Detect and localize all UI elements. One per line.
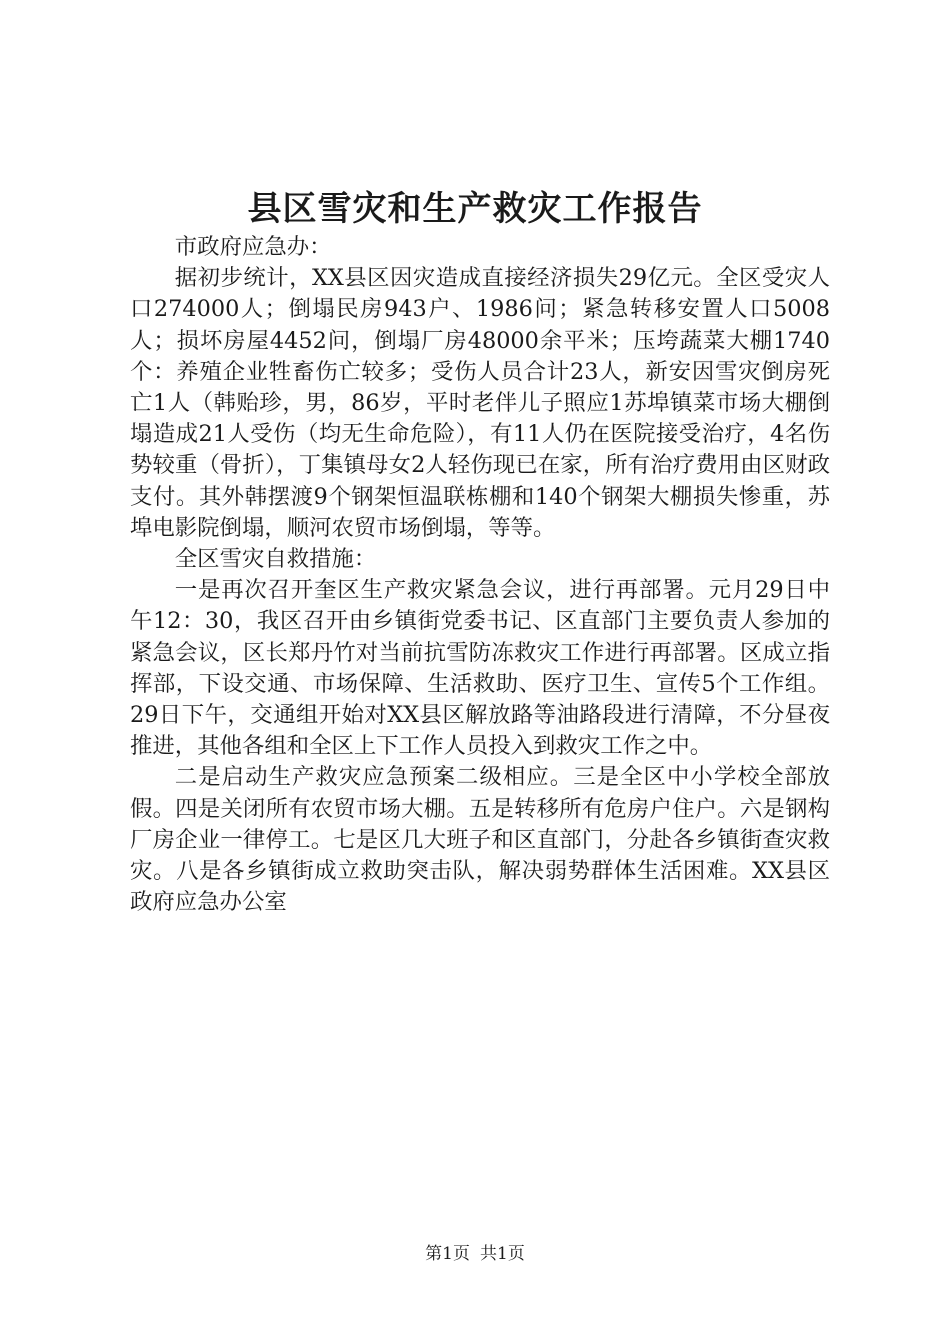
measures-list-paragraph: 二是启动生产救灾应急预案二级相应。三是全区中小学校全部放假。四是关闭所有农贸市场大棚。五是转移所有危房户住户。六是钢构厂房企业一律停工。七是区几大班子和区直部门，分赴各乡镇街查灾救灾。八是各乡镇街成立救助突击队，解决弱势群体生活困难。XX县区政府应急办公室	[130, 764, 830, 916]
salutation-paragraph: 市政府应急办：	[174, 234, 332, 260]
measures-heading-paragraph: 全区雪灾自救措施：	[174, 546, 377, 573]
measure-one-paragraph: 一是再次召开奎区生产救灾紧急会议，进行再部署。元月29日中午12：30，我区召开由乡镇街党委书记、区直部门主要负责人参加的紧急会议，区长郑丹竹对当前抗雪防冻救灾工作进行再部署。区成立指挥部，下设交通、市场保障、生活救助、医疗卫生、宣传5个工作组。29日下午，交通组开始对XX县区解放路等油路段进行清障，不分昼夜推进，其他各组和全区上下工作人员投入到救灾工作之中。	[130, 577, 830, 760]
document-title: 县区雪灾和生产救灾工作报告	[247, 189, 703, 229]
page-number: 第1页	[425, 1244, 470, 1264]
page-footer	[0, 1242, 950, 1266]
document-body	[130, 232, 830, 918]
loss-statistics-paragraph: 据初步统计，XX县区因灾造成直接经济损失29亿元。全区受灾人口274000人；倒塌民房943户、1986问；紧急转移安置人口5008人；损坏房屋4452问，倒塌厂房48000余平米；压垮蔬菜大棚1740个：养殖企业牲畜伤亡较多；受伤人员合计23人，新安因雪灾倒房死亡1人（韩贻珍，男，86岁，平时老伴儿子照应1苏埠镇菜市场大棚倒塌造成21人受伤（均无生命危险），有11人仍在医院接受治疗，4名伤势较重（骨折），丁集镇母女2人轻伤现已在家，所有治疗费用由区财政支付。其外韩摆渡9个钢架恒温联栋棚和140个钢架大棚损失惨重，苏埠电影院倒塌，顺河农贸市场倒塌，等等。	[130, 265, 830, 541]
page-total: 共1页	[480, 1244, 525, 1264]
